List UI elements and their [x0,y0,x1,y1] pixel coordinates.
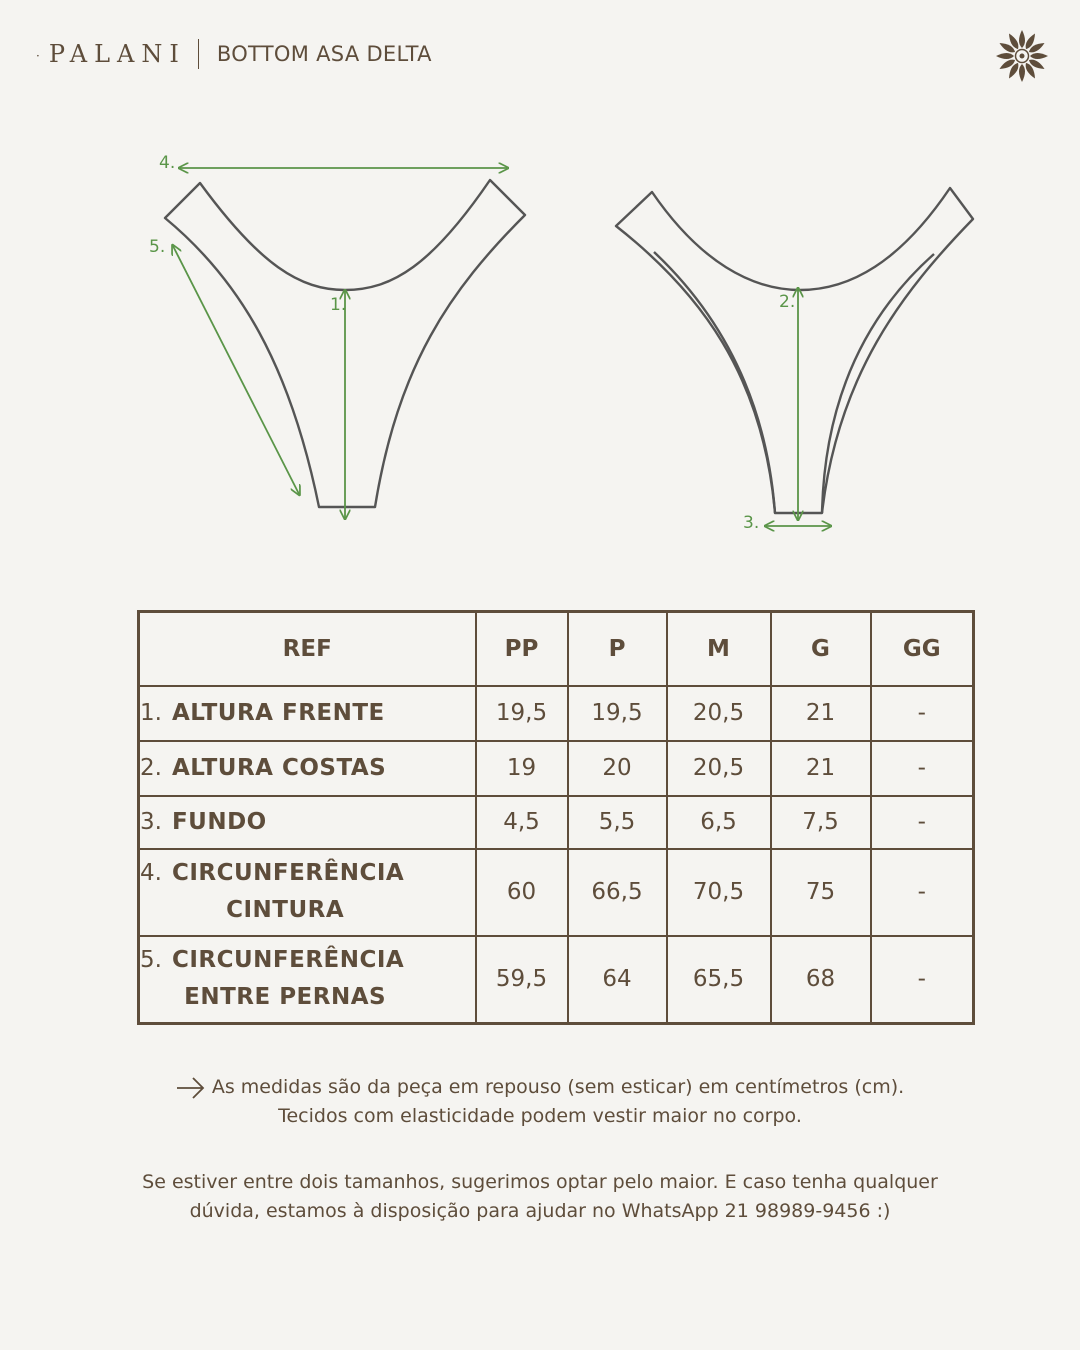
note-line-2: Tecidos com elasticidade podem vestir maior no corpo. [278,1105,802,1127]
cell-pp: 4,5 [476,796,568,849]
cell-g: 21 [771,741,871,796]
table-row [139,849,974,936]
row-ref: 3. FUNDO [139,796,476,849]
row-ref: 1. ALTURA FRENTE [139,686,476,741]
cell-p: 20 [568,741,667,796]
table-header-row [139,612,974,686]
size-advice-note [0,1168,1080,1226]
cell-gg: - [871,849,974,936]
header-gg: GG [871,612,974,686]
cell-m: 65,5 [667,936,771,1024]
header-m: M [667,612,771,686]
measure-label-3: 3. [743,513,760,533]
row-ref: 2. ALTURA COSTAS [139,741,476,796]
cell-pp: 60 [476,849,568,936]
measure-label-2: 2. [779,292,796,312]
measurement-diagram [0,0,1080,580]
cell-pp: 19 [476,741,568,796]
brand-logo: ·PALANI [36,40,186,68]
table-row [139,796,974,849]
measure-label-4: 4. [159,153,176,173]
cell-m: 20,5 [667,741,771,796]
cell-gg: - [871,686,974,741]
cell-p: 5,5 [568,796,667,849]
cell-pp: 19,5 [476,686,568,741]
cell-m: 20,5 [667,686,771,741]
header-ref: REF [139,612,476,686]
measurement-note [0,1073,1080,1131]
back-piece-outline [616,188,973,513]
measure-label-1: 1. [330,295,347,315]
measure-line-5 [173,246,299,494]
table-row [139,936,974,1024]
table-row [139,686,974,741]
size-table [137,610,975,1025]
arrow-right-icon [176,1077,206,1099]
row-ref: 4. CIRCUNFERÊNCIA CINTURA [139,849,476,936]
cell-gg: - [871,741,974,796]
cell-gg: - [871,796,974,849]
note-line-1: As medidas são da peça em repouso (sem esticar) em centímetros (cm). [211,1076,905,1098]
row-ref: 5. CIRCUNFERÊNCIA ENTRE PERNAS [139,936,476,1024]
cell-p: 19,5 [568,686,667,741]
note-line-4: dúvida, estamos à disposição para ajudar no WhatsApp 21 98989-9456 :) [189,1200,891,1222]
cell-pp: 59,5 [476,936,568,1024]
cell-g: 7,5 [771,796,871,849]
header-p: P [568,612,667,686]
cell-p: 64 [568,936,667,1024]
table-row [139,741,974,796]
note-line-3: Se estiver entre dois tamanhos, sugerimos optar pelo maior. E caso tenha qualquer [142,1171,938,1193]
cell-g: 75 [771,849,871,936]
cell-gg: - [871,936,974,1024]
header-g: G [771,612,871,686]
cell-p: 66,5 [568,849,667,936]
cell-g: 21 [771,686,871,741]
cell-m: 70,5 [667,849,771,936]
measure-label-5: 5. [149,237,166,257]
header-pp: PP [476,612,568,686]
cell-m: 6,5 [667,796,771,849]
cell-g: 68 [771,936,871,1024]
measurement-lines [173,168,830,526]
product-title: BOTTOM ASA DELTA [216,42,432,66]
